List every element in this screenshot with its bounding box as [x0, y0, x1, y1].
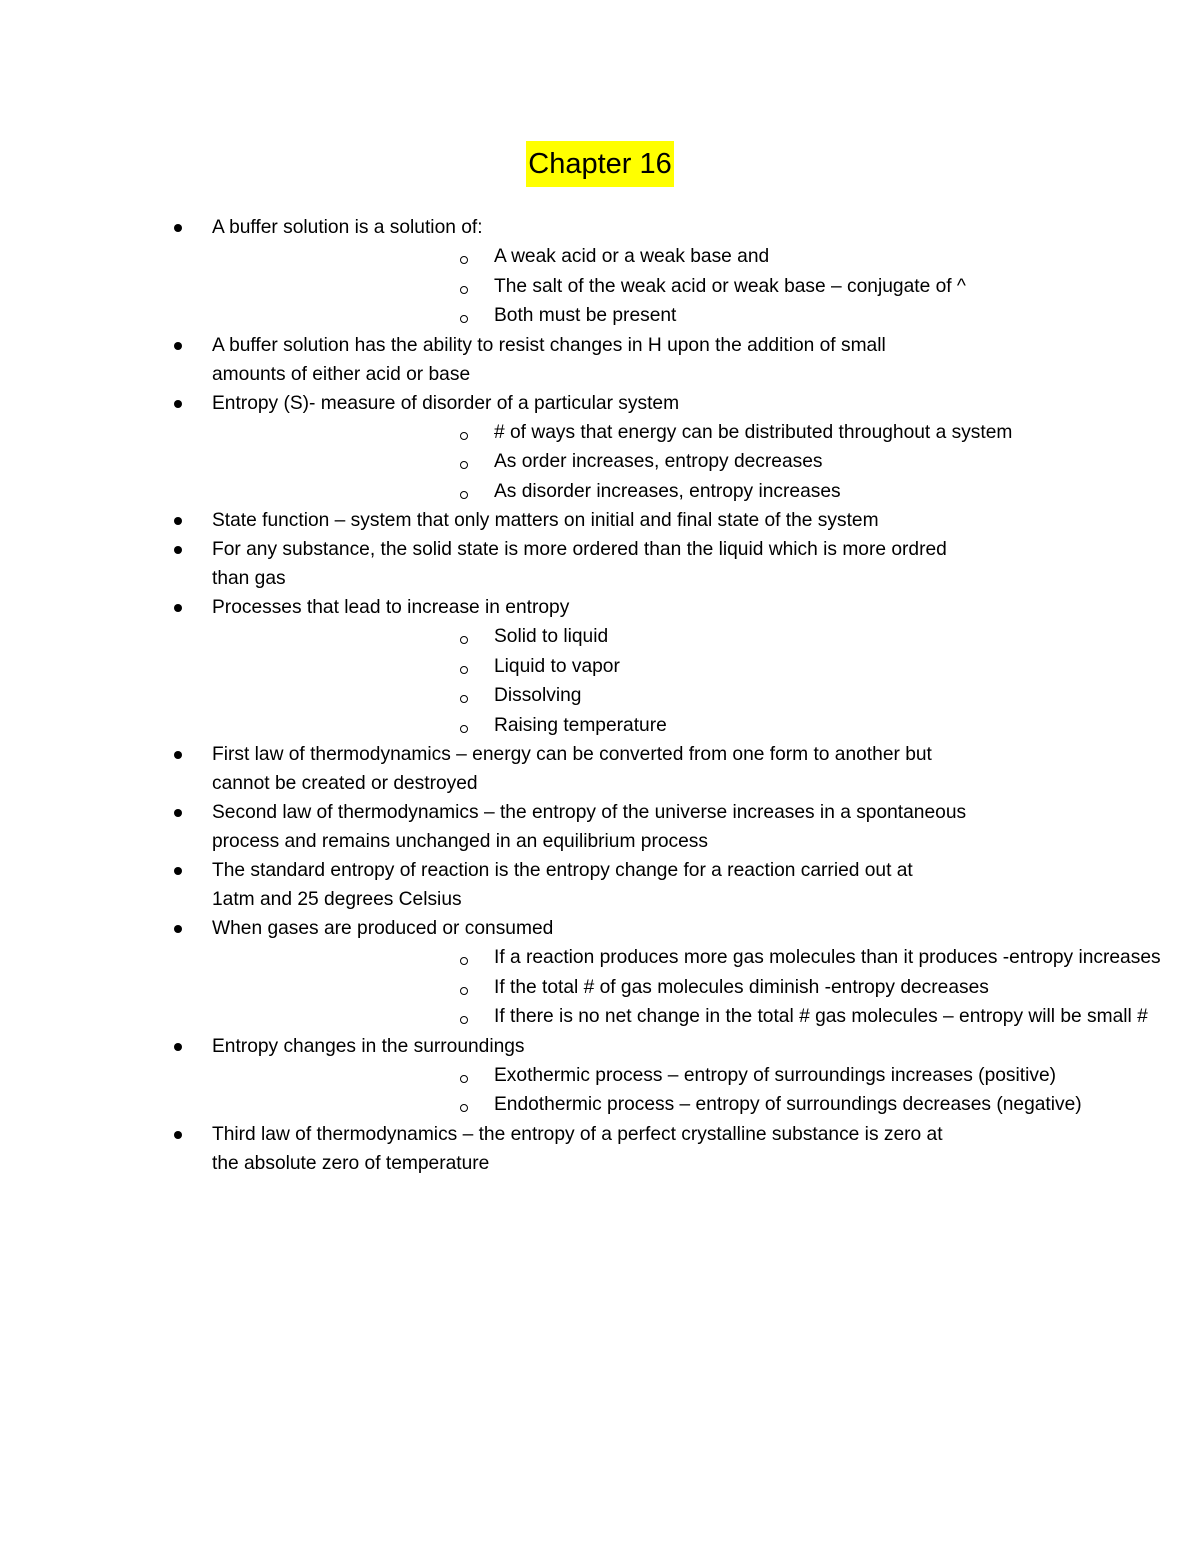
sub-item-text: If a reaction produces more gas molecules than it produces -entropy increases [494, 947, 1161, 968]
bullet-text: First law of thermodynamics – energy can be converted from one form to another but [212, 744, 932, 765]
bullet-icon [174, 342, 182, 350]
hollow-circle-icon [460, 1104, 468, 1112]
sub-list [212, 1061, 1082, 1120]
hollow-circle-icon [460, 695, 468, 703]
bullet-icon [174, 1131, 182, 1139]
hollow-circle-icon [460, 286, 468, 294]
bullet-item [0, 331, 1200, 389]
bullet-item [0, 1032, 1200, 1120]
sub-item [212, 418, 1070, 448]
bullet-item [0, 506, 1200, 535]
sub-item-text: Exothermic process – entropy of surroundings increases (positive) [494, 1064, 1057, 1086]
bullet-text: A buffer solution has the ability to resist changes in H upon the addition of small [212, 334, 886, 356]
sub-item-text: Endothermic process – entropy of surroundings decreases (negative) [494, 1094, 1082, 1115]
hollow-circle-icon [460, 957, 468, 965]
hollow-circle-icon [460, 256, 468, 264]
bullet-icon [174, 1043, 182, 1051]
hollow-circle-icon [460, 666, 468, 674]
sub-list [212, 622, 1070, 740]
bullet-text: cannot be created or destroyed [212, 773, 478, 794]
sub-item-text: As order increases, entropy decreases [494, 451, 823, 472]
sub-item-text: If the total # of gas molecules diminish -entropy decreases [494, 976, 989, 998]
sub-item [212, 711, 1070, 741]
bullet-item [0, 389, 1200, 507]
bullet-item [0, 740, 1200, 798]
sub-item-text: # of ways that energy can be distributed throughout a system [494, 421, 1013, 443]
sub-item [212, 943, 1161, 973]
sub-item-text: A weak acid or a weak base and [494, 246, 770, 267]
notes-list [0, 213, 1200, 1178]
sub-item-text: Solid to liquid [494, 626, 609, 647]
hollow-circle-icon [460, 1075, 468, 1083]
sub-item [212, 973, 1070, 1003]
hollow-circle-icon [460, 987, 468, 995]
bullet-icon [174, 925, 182, 933]
title-container [0, 141, 1200, 187]
hollow-circle-icon [460, 491, 468, 499]
sub-item [212, 301, 1070, 331]
sub-item-text: Liquid to vapor [494, 655, 620, 677]
sub-item-text: As disorder increases, entropy increases [494, 480, 841, 502]
bullet-text: process and remains unchanged in an equilibrium process [212, 831, 708, 852]
bullet-icon [174, 751, 182, 759]
sub-item-text: The salt of the weak acid or weak base – conjugate of ^ [494, 275, 966, 297]
hollow-circle-icon [460, 315, 468, 323]
bullet-text: Entropy changes in the surroundings [212, 1035, 525, 1057]
bullet-item [0, 535, 1200, 593]
bullet-item [0, 1120, 1200, 1178]
bullet-icon [174, 546, 182, 554]
bullet-item [0, 914, 1200, 1032]
bullet-text: For any substance, the solid state is more ordered than the liquid which is more ordred [212, 539, 947, 560]
sub-item [212, 272, 1070, 302]
sub-item [212, 242, 1070, 272]
sub-item [212, 1090, 1082, 1120]
bullet-text: the absolute zero of temperature [212, 1152, 490, 1174]
sub-item [212, 447, 1070, 477]
bullet-text: A buffer solution is a solution of: [212, 217, 483, 238]
bullet-icon [174, 517, 182, 525]
sub-item [212, 1002, 1148, 1032]
bullet-item [0, 798, 1200, 856]
sub-item [212, 1061, 1070, 1091]
bullet-item [0, 593, 1200, 740]
bullet-item [0, 213, 1200, 331]
hollow-circle-icon [460, 725, 468, 733]
chapter-title: Chapter 16 [526, 141, 674, 187]
bullet-text: Processes that lead to increase in entropy [212, 597, 570, 618]
bullet-icon [174, 867, 182, 875]
sub-item [212, 622, 1070, 652]
bullet-icon [174, 224, 182, 232]
hollow-circle-icon [460, 636, 468, 644]
bullet-text: 1atm and 25 degrees Celsius [212, 889, 462, 910]
sub-item [212, 477, 1070, 507]
sub-item [212, 681, 1070, 711]
sub-list [212, 242, 1070, 331]
bullet-icon [174, 400, 182, 408]
hollow-circle-icon [460, 432, 468, 440]
hollow-circle-icon [460, 1016, 468, 1024]
sub-item-text: If there is no net change in the total # gas molecules – entropy will be small # [494, 1006, 1148, 1027]
bullet-item [0, 856, 1200, 914]
sub-list [212, 943, 1161, 1032]
bullet-text: State function – system that only matters on initial and final state of the system [212, 510, 879, 531]
bullet-text: The standard entropy of reaction is the entropy change for a reaction carried out at [212, 860, 913, 881]
bullet-text: Entropy (S)- measure of disorder of a particular system [212, 392, 680, 414]
bullet-text: than gas [212, 568, 286, 589]
hollow-circle-icon [460, 461, 468, 469]
sub-item-text: Dissolving [494, 685, 582, 706]
sub-item-text: Raising temperature [494, 714, 667, 736]
bullet-text: Third law of thermodynamics – the entropy of a perfect crystalline substance is zero at [212, 1123, 943, 1145]
bullet-icon [174, 604, 182, 612]
bullet-icon [174, 809, 182, 817]
bullet-text: amounts of either acid or base [212, 363, 471, 385]
sub-item-text: Both must be present [494, 305, 677, 326]
bullet-text: Second law of thermodynamics – the entropy of the universe increases in a spontaneous [212, 802, 967, 823]
sub-item [212, 652, 1070, 682]
bullet-text: When gases are produced or consumed [212, 918, 554, 939]
sub-list [212, 418, 1070, 507]
